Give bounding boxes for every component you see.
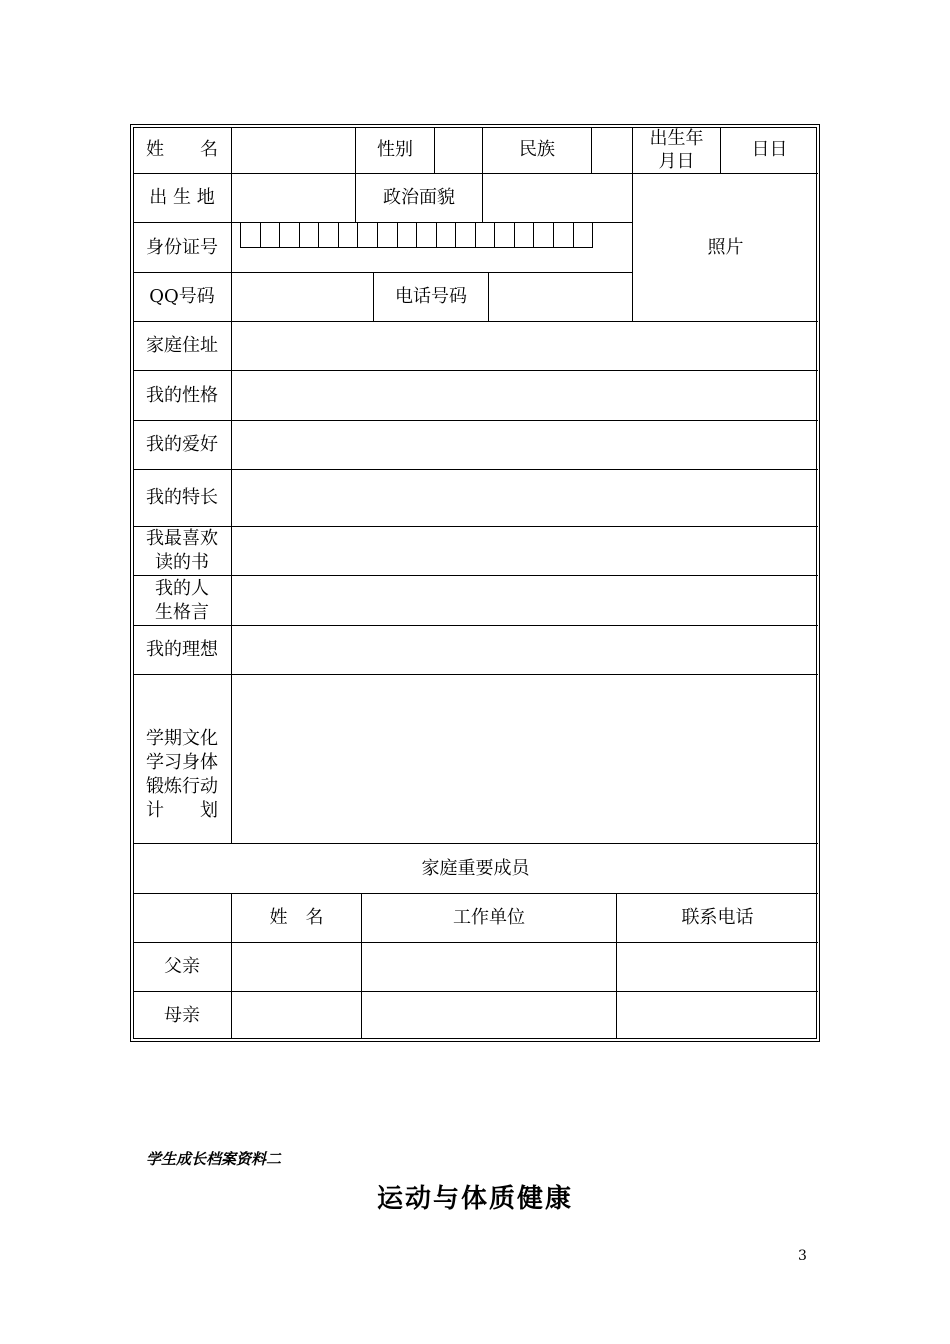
caption: 学生成长档案资料二 — [146, 1150, 282, 1168]
family-phone-column: 联系电话 — [681, 907, 754, 928]
hobby-label: 我的爱好 — [146, 434, 218, 455]
name-field[interactable] — [232, 127, 355, 173]
id-number-label: 身份证号 — [146, 236, 218, 258]
id-digit-box[interactable] — [417, 222, 437, 248]
favorite-book-label: 我最喜欢 读的书 — [146, 528, 218, 573]
ethnicity-field[interactable] — [592, 127, 632, 173]
birthdate-label: 出生年 月日 — [649, 128, 704, 172]
plan-field[interactable] — [232, 675, 818, 843]
mother-phone-field[interactable] — [617, 992, 818, 1039]
id-digit-box[interactable] — [300, 222, 320, 248]
favorite-book-field[interactable] — [232, 527, 818, 575]
page-number: 3 — [798, 1248, 807, 1264]
id-digit-box[interactable] — [495, 222, 515, 248]
photo-area[interactable]: 照片 — [707, 236, 744, 258]
political-status-label: 政治面貌 — [383, 187, 455, 208]
id-digit-box[interactable] — [261, 222, 281, 248]
family-name-column: 姓 名 — [269, 907, 324, 928]
section-title: 运动与体质健康 — [376, 1184, 573, 1214]
personality-label: 我的性格 — [146, 384, 218, 406]
specialty-field[interactable] — [232, 470, 818, 526]
phone-label: 电话号码 — [395, 286, 467, 307]
address-label: 家庭住址 — [146, 335, 218, 356]
mother-label: 母亲 — [164, 1004, 200, 1026]
birthplace-label: 出 生 地 — [149, 187, 215, 208]
id-digit-box[interactable] — [456, 222, 476, 248]
family-members-header: 家庭重要成员 — [421, 857, 530, 879]
plan-label: 学期文化 学习身体 锻炼行动 计 划 — [146, 728, 218, 821]
father-phone-field[interactable] — [617, 943, 818, 991]
mother-work-field[interactable] — [362, 992, 616, 1039]
phone-field[interactable] — [489, 273, 632, 321]
address-field[interactable] — [232, 322, 818, 370]
id-digit-box[interactable] — [280, 222, 300, 248]
id-digit-box[interactable] — [319, 222, 339, 248]
id-digit-box[interactable] — [358, 222, 378, 248]
id-digit-box[interactable] — [574, 222, 594, 248]
qq-field[interactable] — [232, 273, 373, 321]
gender-label: 性别 — [377, 139, 413, 160]
id-digit-box[interactable] — [339, 222, 359, 248]
personality-field[interactable] — [232, 371, 818, 420]
specialty-label: 我的特长 — [146, 487, 218, 508]
father-name-field[interactable] — [232, 943, 361, 991]
id-digit-box[interactable] — [534, 222, 554, 248]
id-digit-box[interactable] — [476, 222, 496, 248]
birthdate-value[interactable]: 日日 — [751, 139, 788, 160]
ethnicity-label: 民族 — [519, 139, 555, 160]
father-work-field[interactable] — [362, 943, 616, 991]
id-digit-box[interactable] — [437, 222, 457, 248]
gender-field[interactable] — [435, 127, 482, 173]
ideal-field[interactable] — [232, 626, 818, 674]
id-digit-box[interactable] — [241, 222, 261, 248]
motto-label: 我的人 生格言 — [155, 577, 209, 623]
id-digit-box[interactable] — [515, 222, 535, 248]
id-digit-box[interactable] — [378, 222, 398, 248]
father-label: 父亲 — [164, 956, 200, 977]
name-label: 姓 名 — [146, 139, 218, 160]
hobby-field[interactable] — [232, 421, 818, 469]
id-digit-box[interactable] — [398, 222, 418, 248]
birthplace-field[interactable] — [232, 174, 355, 222]
id-number-boxes[interactable] — [240, 222, 593, 248]
ideal-label: 我的理想 — [146, 639, 218, 660]
political-status-field[interactable] — [483, 174, 632, 222]
motto-field[interactable] — [232, 576, 818, 625]
mother-name-field[interactable] — [232, 992, 361, 1039]
qq-label: QQ号码 — [149, 286, 215, 307]
id-digit-box[interactable] — [554, 222, 574, 248]
family-work-column: 工作单位 — [453, 907, 525, 928]
